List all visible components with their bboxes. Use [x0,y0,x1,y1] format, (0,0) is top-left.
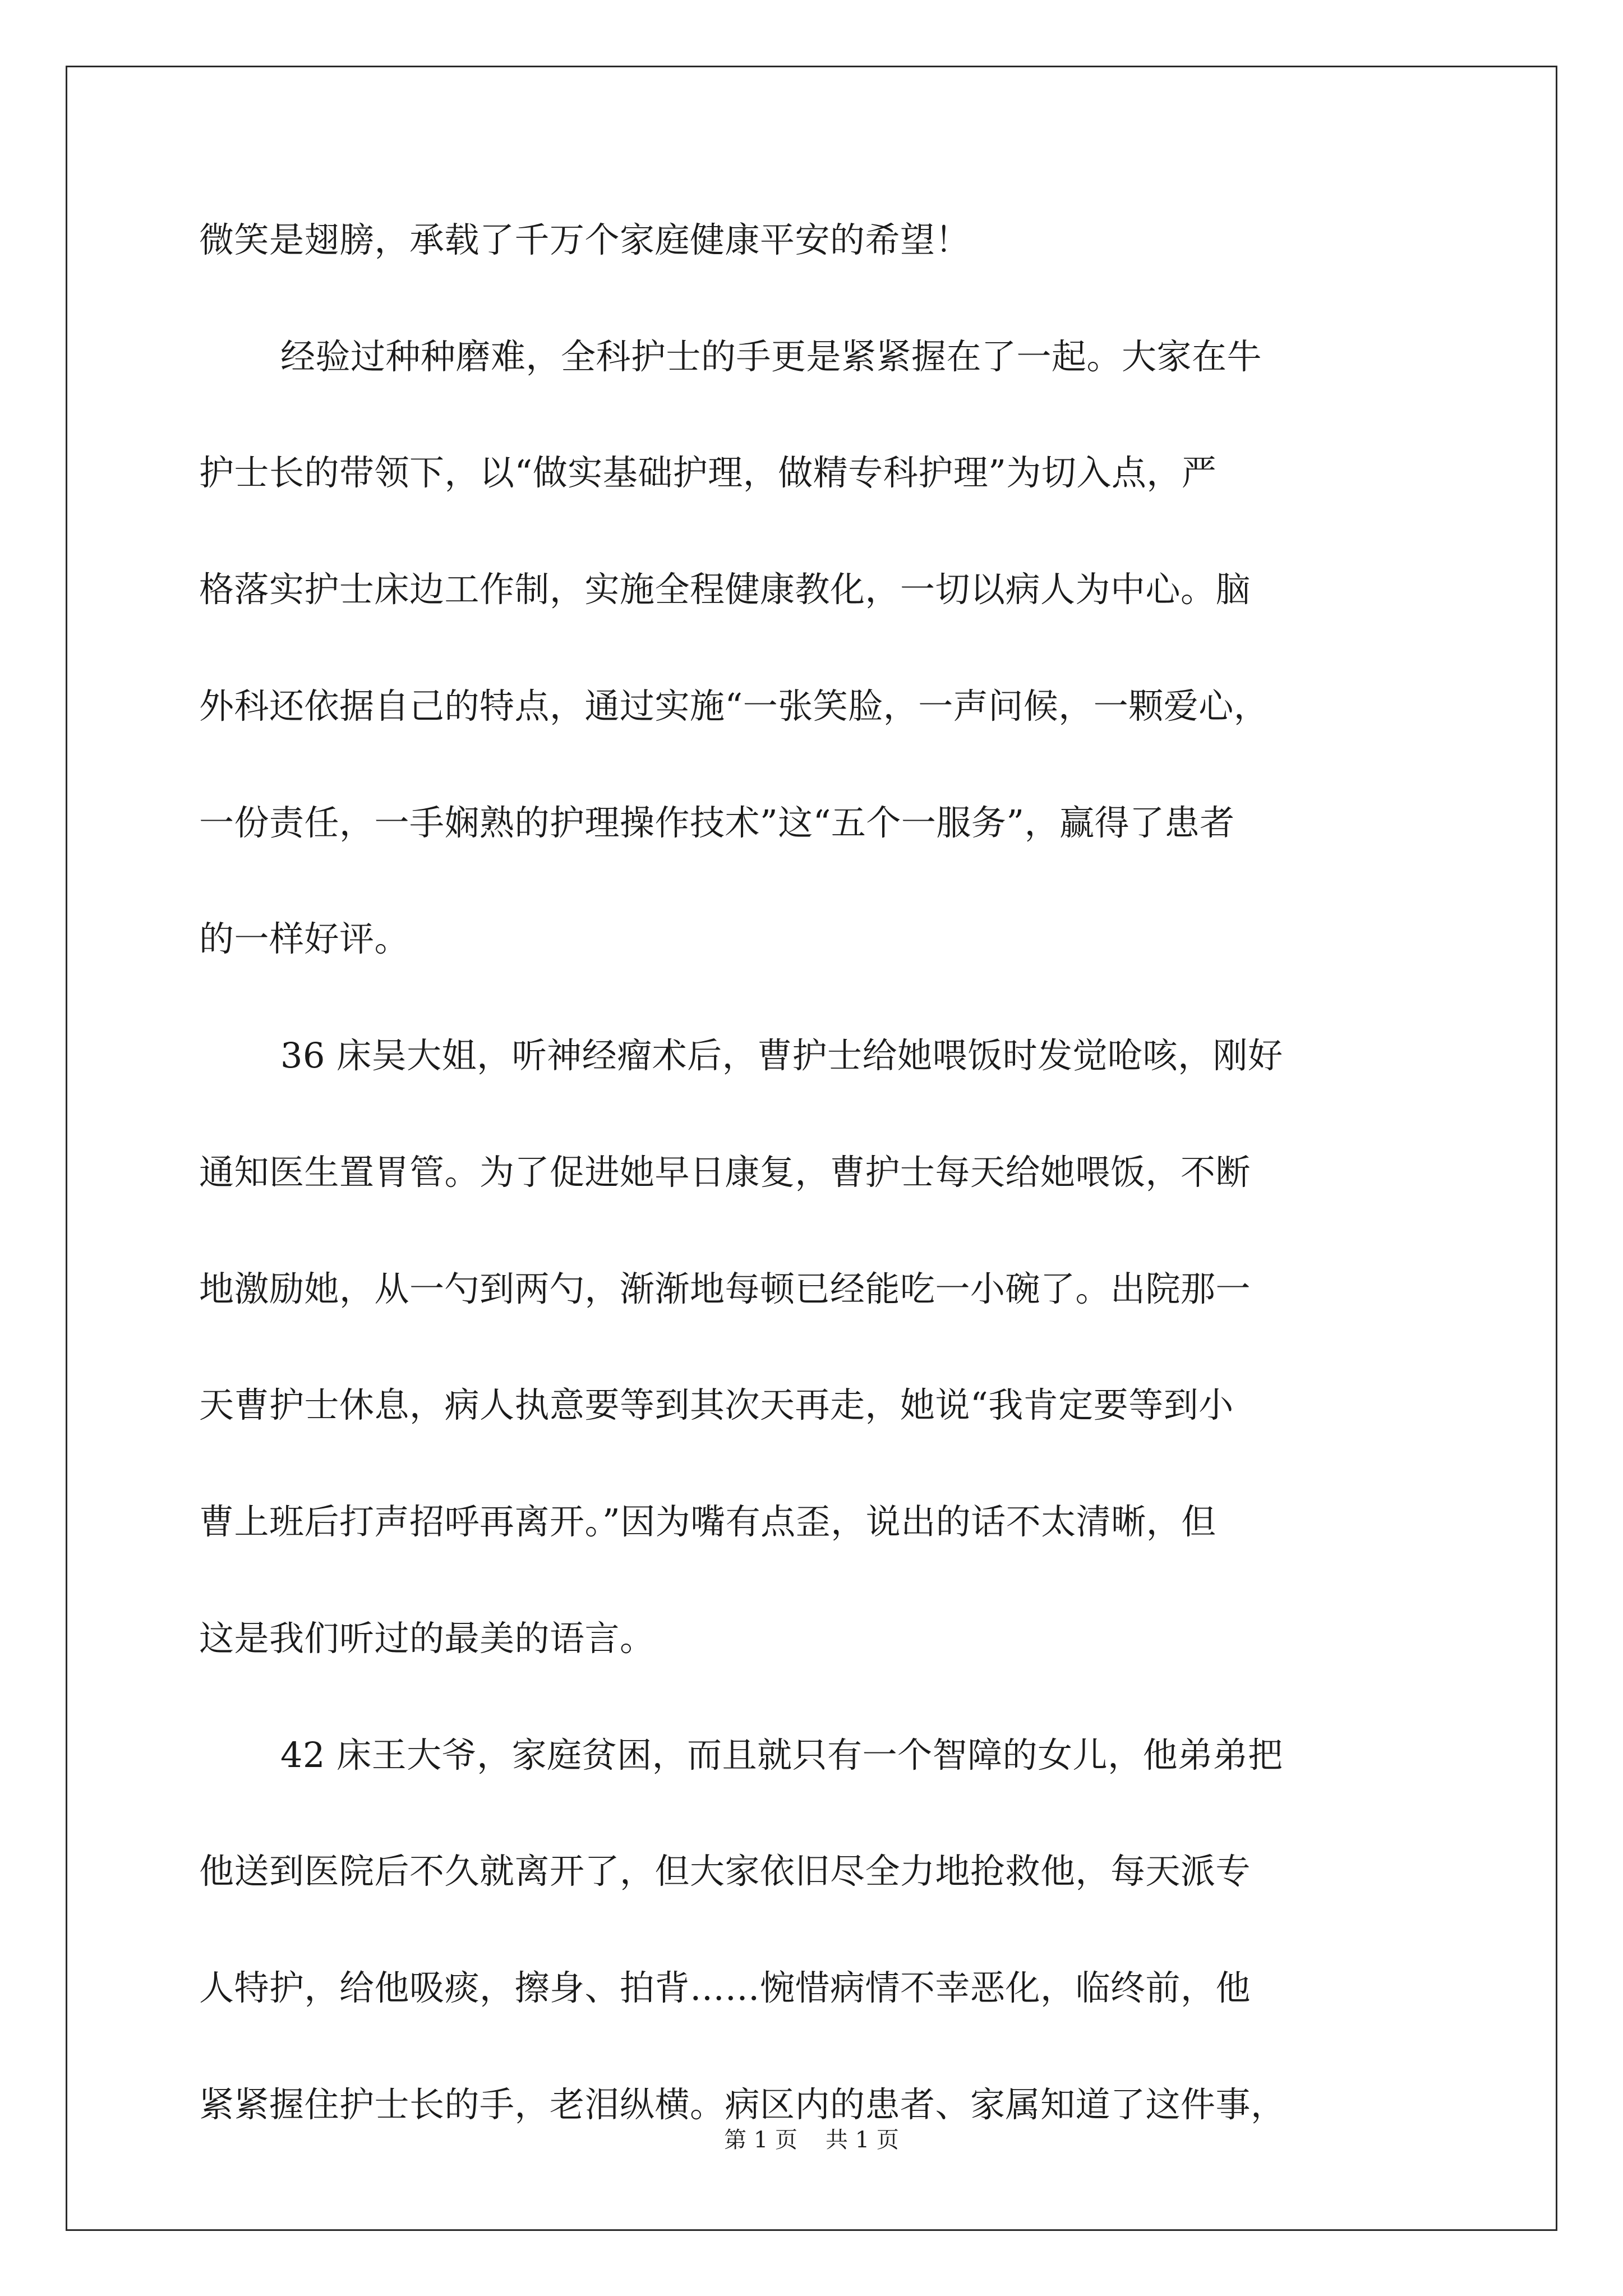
text-line: 经验过种种磨难，全科护士的手更是紧紧握在了一起。大家在牛 [280,336,1262,377]
text-line: 紧紧握住护士长的手，老泪纵横。病区内的患者、家属知道了这件事， [199,2084,1286,2125]
page-number: 第 1 页 [724,2127,797,2153]
text-line: 格落实护士床边工作制，实施全程健康教化，一切以病人为中心。脑 [199,569,1251,610]
text-line: 这是我们听过的最美的语言。 [199,1618,655,1659]
text-line: 36 床吴大姐，听神经瘤术后，曹护士给她喂饭时发觉呛咳，刚好 [280,1035,1283,1076]
page-footer [0,2129,1623,2151]
text-line: 曹上班后打声招呼再离开。”因为嘴有点歪，说出的话不太清晰，但 [199,1501,1216,1542]
page-border [66,66,1557,2231]
text-line: 的一样好评。 [199,918,410,959]
text-line: 一份责任，一手娴熟的护理操作技术”这“五个一服务”，赢得了患者 [199,802,1235,843]
text-line: 天曹护士休息，病人执意要等到其次天再走，她说“我肯定要等到小 [199,1384,1234,1425]
text-line: 人特护，给他吸痰，擦身、拍背……惋惜病情不幸恶化，临终前，他 [199,1967,1251,2008]
text-line: 通知医生置胃管。为了促进她早日康复，曹护士每天给她喂饭，不断 [199,1152,1251,1193]
text-line: 护士长的带领下，以“做实基础护理，做精专科护理”为切入点，严 [199,452,1217,493]
text-line: 42 床王大爷，家庭贫困，而且就只有一个智障的女儿，他弟弟把 [280,1734,1283,1775]
text-line: 他送到医院后不久就离开了，但大家依旧尽全力地抢救他，每天派专 [199,1851,1251,1892]
page-total: 共 1 页 [826,2127,899,2153]
text-line: 外科还依据自己的特点，通过实施“一张笑脸，一声问候，一颗爱心， [199,685,1269,726]
text-line: 地激励她，从一勺到两勺，渐渐地每顿已经能吃一小碗了。出院那一 [199,1268,1251,1309]
text-line: 微笑是翅膀，承载了千万个家庭健康平安的希望！ [199,219,971,260]
